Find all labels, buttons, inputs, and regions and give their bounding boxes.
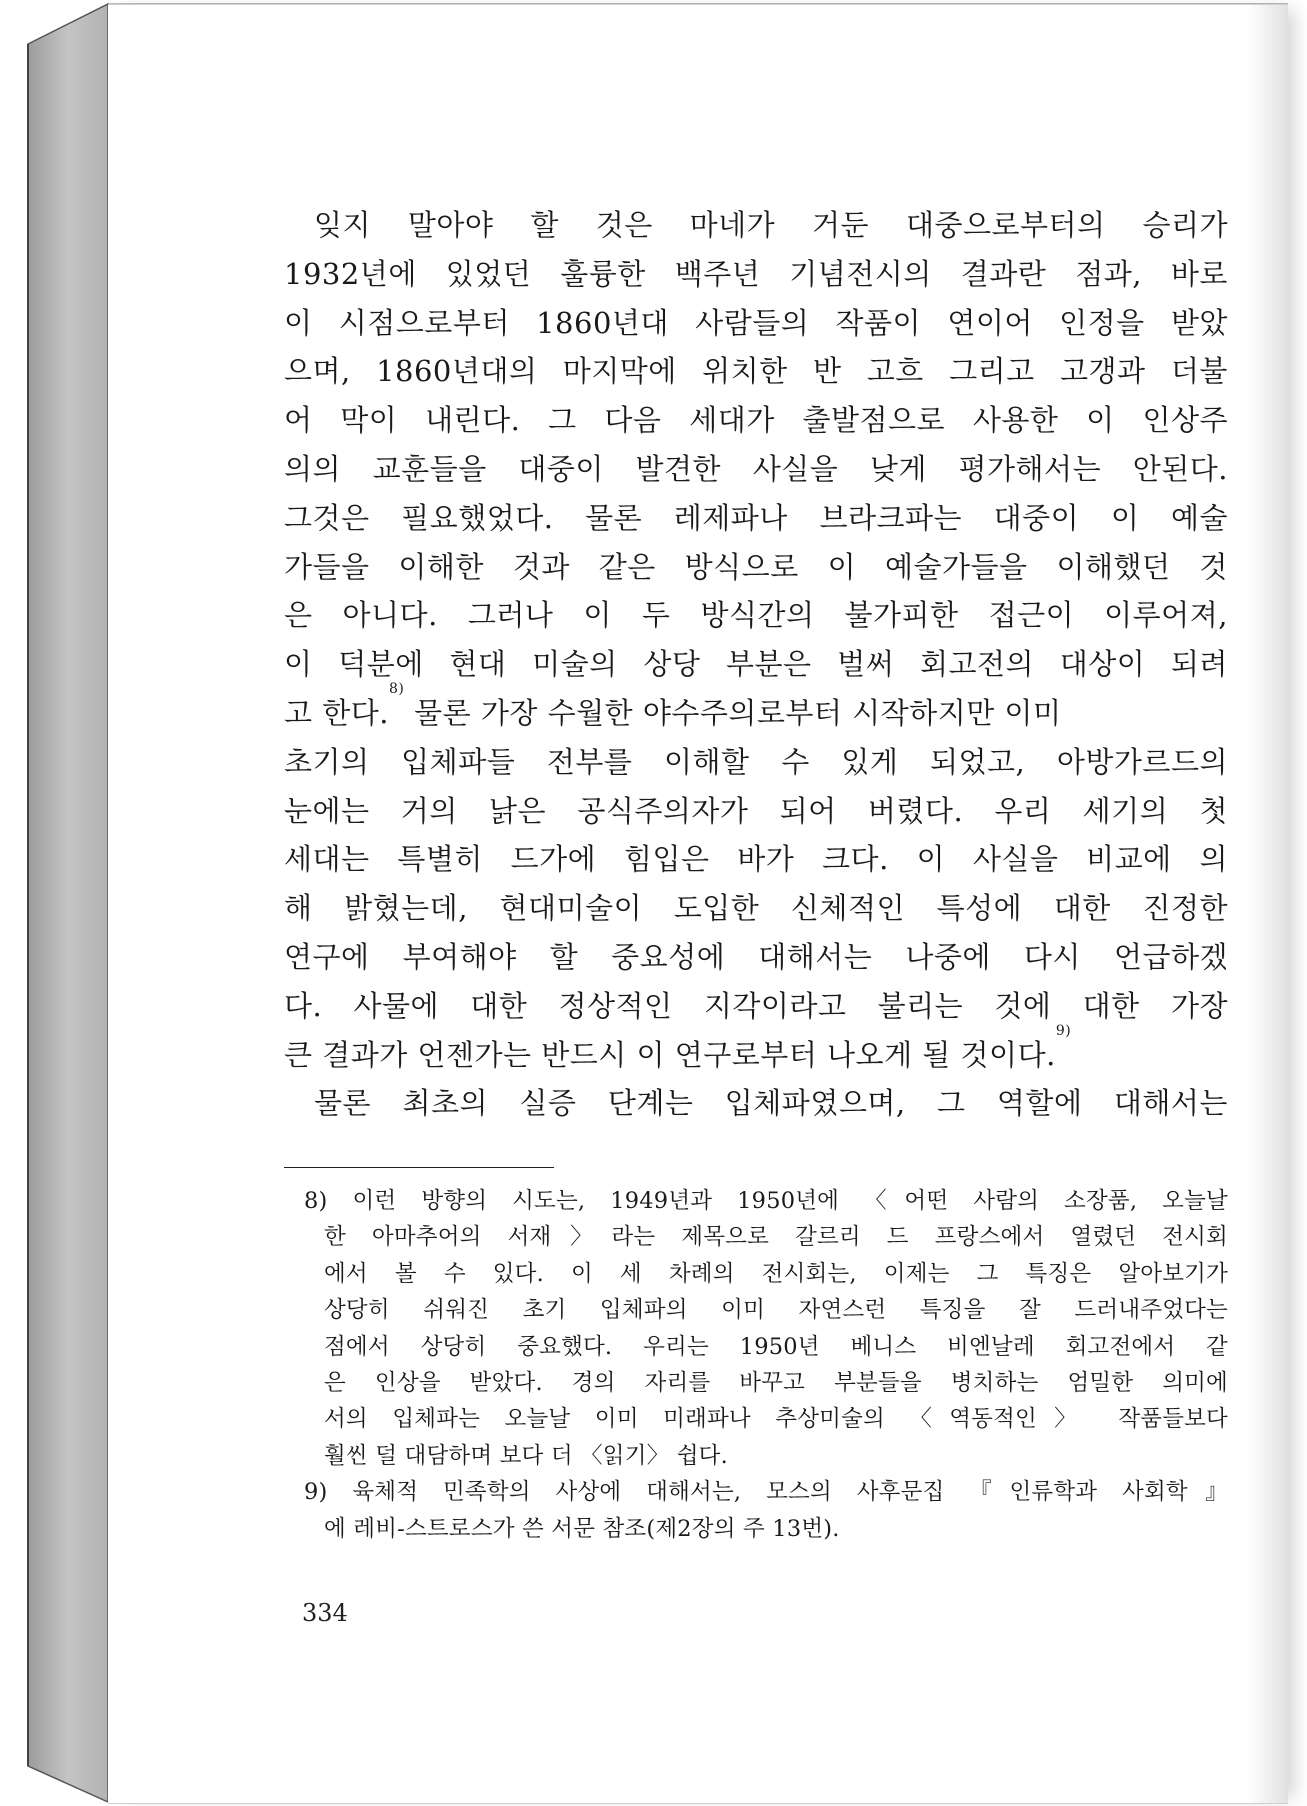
footnote-ref: 8)	[388, 680, 405, 697]
book-page	[108, 4, 1288, 1804]
footnote-line: 상당히 쉬워진 초기 입체파의 이미 자연스런 특징을 잘 드러내주었다는	[324, 1297, 1228, 1324]
text-line: 의의 교훈들을 대중이 발견한 사실을 낮게 평가해서는 안된다.	[284, 451, 1228, 486]
text-line: 어 막이 내린다. 그 다음 세대가 출발점으로 사용한 이 인상주	[284, 403, 1228, 438]
text-line: 으며, 1860년대의 마지막에 위치한 반 고흐 그리고 고갱과 더불	[284, 354, 1228, 389]
text-line: 물론 최초의 실증 단계는 입체파였으며, 그 역할에 대해서는	[314, 1086, 1228, 1121]
text-line: 그것은 필요했었다. 물론 레제파나 브라크파는 대중이 이 예술	[284, 500, 1228, 535]
main-text	[284, 201, 1228, 1128]
footnote-line: 은 인상을 받았다. 경의 자리를 바꾸고 부분들을 병치하는 엄밀한 의미에	[324, 1369, 1228, 1396]
footnote-line: 에 레비-스트로스가 쓴 서문 참조(제2장의 주 13번).	[324, 1515, 840, 1542]
footnote-line: 훨씬 덜 대담하며 보다 더 〈읽기〉 쉽다.	[324, 1442, 728, 1469]
footnote-line: 8) 이런 방향의 시도는, 1949년과 1950년에 〈어떤 사람의 소장품, 오늘날	[304, 1188, 1228, 1214]
text-line: 잊지 말아야 할 것은 마네가 거둔 대중으로부터의 승리가	[314, 208, 1228, 242]
text-line: 다. 사물에 대한 정상적인 지각이라고 불리는 것에 대한 가장	[284, 988, 1228, 1023]
text-line: 고 한다. 8) 물론 가장 수월한 야수주의로부터 시작하지만 이미	[284, 689, 1228, 738]
text-line: 눈에는 거의 낡은 공식주의자가 되어 버렸다. 우리 세기의 첫	[284, 793, 1228, 828]
text-line: 해 밝혔는데, 현대미술이 도입한 신체적인 특성에 대한 진정한	[284, 891, 1228, 926]
footnote-line: 서의 입체파는 오늘날 이미 미래파나 추상미술의 〈역동적인〉 작품들보다	[324, 1406, 1228, 1433]
text-line: 연구에 부여해야 할 중요성에 대해서는 나중에 다시 언급하겠	[284, 939, 1228, 974]
text-line: 이 덕분에 현대 미술의 상당 부분은 벌써 회고전의 대상이 되려	[284, 647, 1228, 682]
footnote-line: 한 아마추어의 서재〉라는 제목으로 갈르리 드 프랑스에서 열렸던 전시회	[324, 1224, 1228, 1251]
footnote-line: 점에서 상당히 중요했다. 우리는 1950년 베니스 비엔날레 회고전에서 같	[324, 1333, 1228, 1360]
text-line: 세대는 특별히 드가에 힘입은 바가 크다. 이 사실을 비교에 의	[284, 842, 1228, 877]
footnote-line: 에서 볼 수 있다. 이 세 차례의 전시회는, 이제는 그 특징은 알아보기가	[324, 1260, 1228, 1287]
text-line: 이 시점으로부터 1860년대 사람들의 작품이 연이어 인정을 받았	[284, 305, 1228, 340]
text-line: 초기의 입체파들 전부를 이해할 수 있게 되었고, 아방가르드의	[284, 744, 1228, 779]
text-line: 은 아니다. 그러나 이 두 방식간의 불가피한 접근이 이루어져,	[284, 598, 1228, 633]
page-number: 334	[302, 1599, 348, 1627]
text-line: 가들을 이해한 것과 같은 방식으로 이 예술가들을 이해했던 것	[284, 549, 1228, 584]
footnote-line: 9) 육체적 민족학의 사상에 대해서는, 모스의 사후문집 『인류학과 사회학』	[304, 1479, 1228, 1506]
text-line: 큰 결과가 언젠가는 반드시 이 연구로부터 나오게 될 것이다. 9)	[284, 1031, 1228, 1080]
footnote-divider	[284, 1167, 554, 1168]
text-line: 1932년에 있었던 훌륭한 백주년 기념전시의 결과란 점과, 바로	[284, 256, 1228, 291]
footnotes	[304, 1183, 1228, 1547]
footnote-ref: 9)	[1055, 1022, 1072, 1039]
page-edge-shadow	[1248, 5, 1288, 1803]
